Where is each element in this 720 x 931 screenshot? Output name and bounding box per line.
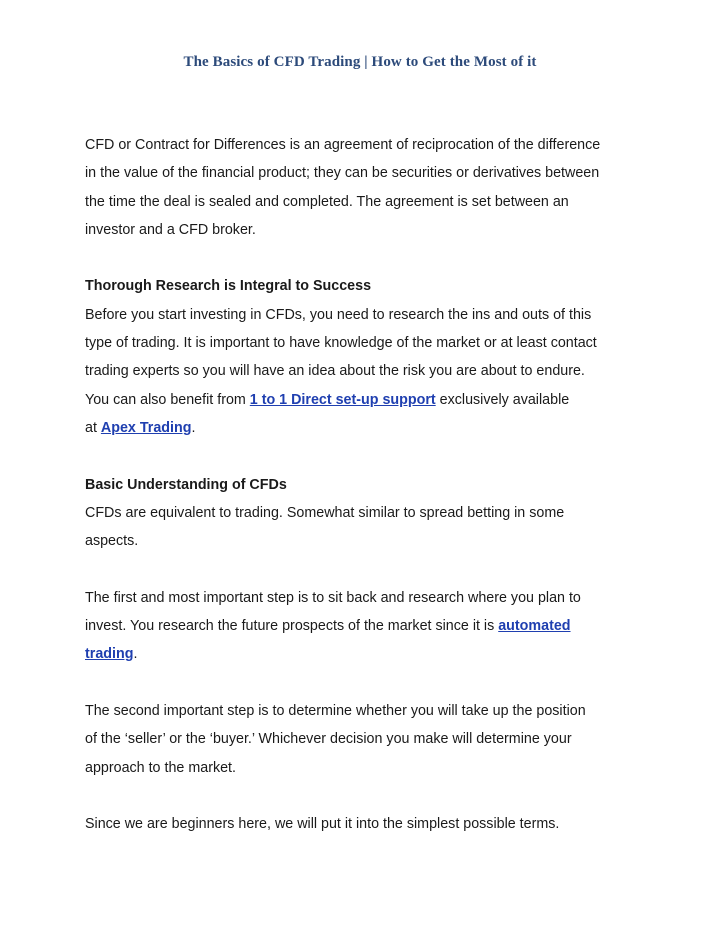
- automated-trading-link-continued[interactable]: trading: [85, 646, 134, 663]
- paragraph-gap: [85, 555, 645, 583]
- apex-trading-link[interactable]: Apex Trading: [100, 419, 192, 436]
- basics-line: CFDs are equivalent to trading. Somewhat similar to spread betting in some: [85, 504, 565, 521]
- section-heading-basics: Basic Understanding of CFDs: [85, 476, 287, 493]
- first-step-line: The first and most important step is to sit back and research where you plan to: [85, 589, 581, 606]
- research-text: exclusively available: [435, 391, 570, 408]
- document-title: The Basics of CFD Trading | How to Get the Most of it: [183, 54, 537, 70]
- closing-line: Since we are beginners here, we will put it into the simplest possible terms.: [85, 816, 560, 833]
- intro-line: investor and a CFD broker.: [85, 221, 256, 238]
- research-text: at: [85, 419, 101, 436]
- second-step-line: of the ‘seller’ or the ‘buyer.’ Whichever decision you make will determine your: [85, 731, 572, 748]
- research-line: type of trading. It is important to have knowledge of the market or at least contact: [85, 335, 597, 352]
- research-line: [85, 414, 645, 442]
- intro-line: in the value of the financial product; they can be securities or derivatives between: [85, 165, 600, 182]
- document-body: [85, 131, 645, 838]
- automated-trading-link[interactable]: automated: [498, 618, 571, 635]
- paragraph-gap: [85, 782, 645, 810]
- second-step-line: approach to the market.: [85, 759, 236, 776]
- intro-line: the time the deal is sealed and completed. The agreement is set between an: [85, 193, 569, 210]
- first-step-line: [85, 640, 645, 668]
- research-line: trading experts so you will have an idea about the risk you are about to endure.: [85, 363, 585, 380]
- first-step-text: .: [133, 646, 138, 663]
- basics-line: aspects.: [85, 533, 139, 550]
- research-text: .: [191, 419, 196, 436]
- first-step-text: invest. You research the future prospects of the market since it is: [85, 618, 499, 635]
- paragraph-gap: [85, 669, 645, 697]
- setup-support-link[interactable]: 1 to 1 Direct set-up support: [249, 391, 436, 408]
- second-step-line: The second important step is to determine whether you will take up the position: [85, 702, 586, 719]
- research-text: You can also benefit from: [85, 391, 250, 408]
- paragraph-gap: [85, 442, 645, 470]
- first-step-line: [85, 612, 645, 640]
- section-heading-research: Thorough Research is Integral to Success: [85, 278, 372, 295]
- intro-line: CFD or Contract for Differences is an agreement of reciprocation of the difference: [85, 137, 601, 153]
- research-line: Before you start investing in CFDs, you need to research the ins and outs of this: [85, 306, 592, 323]
- paragraph-gap: [85, 244, 645, 272]
- research-line: [85, 386, 645, 414]
